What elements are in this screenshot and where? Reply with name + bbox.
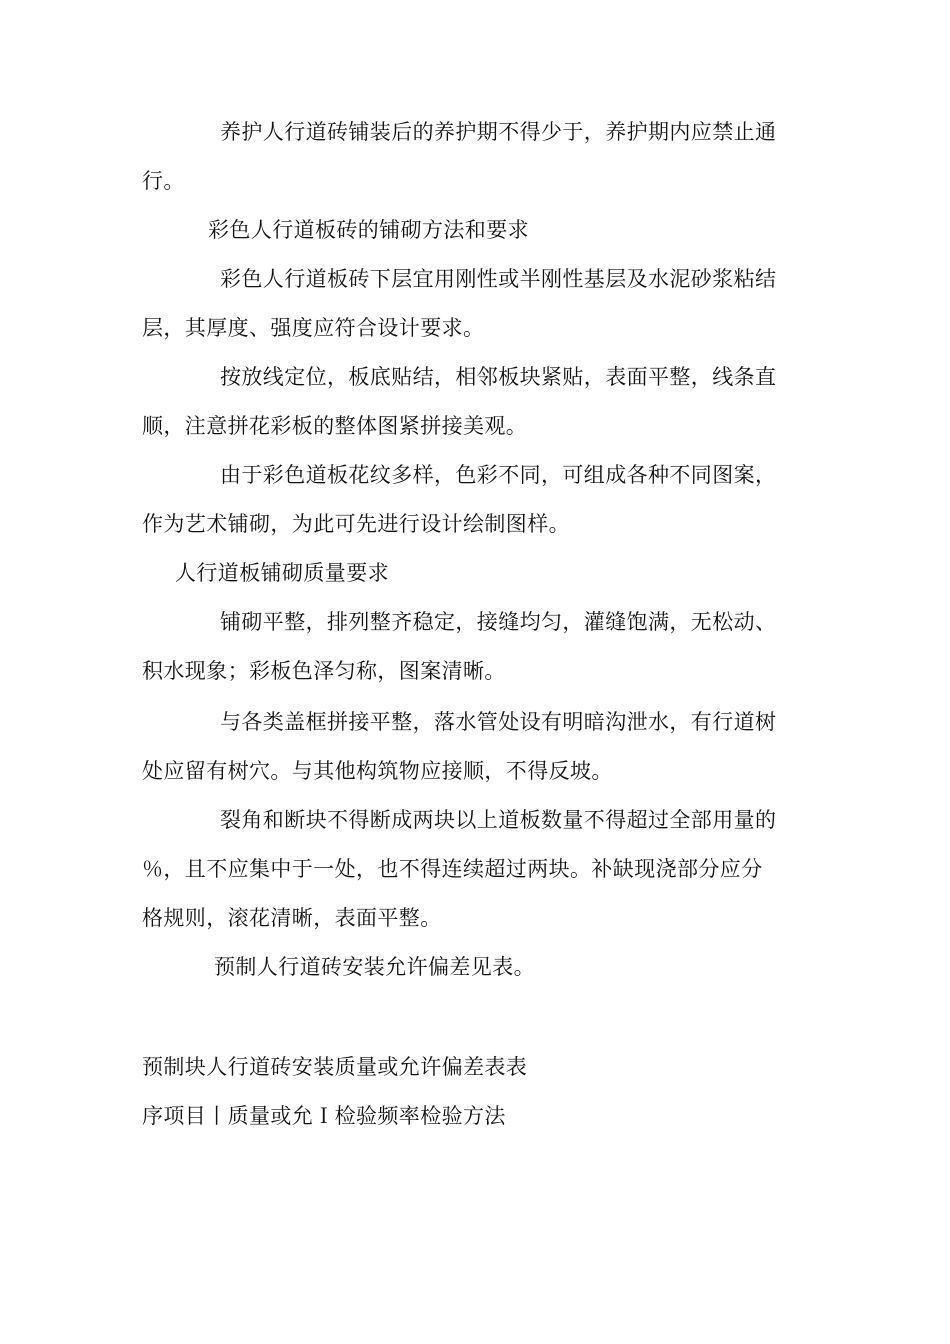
paragraph-line: 格规则，滚花清晰，表面平整。 (142, 906, 442, 930)
paragraph-line: 彩色人行道板砖下层宜用刚性或半刚性基层及水泥砂浆粘结 (220, 267, 777, 291)
table-header-row: 序项目丨质量或允Ｉ检验频率检验方法 (142, 1104, 506, 1128)
table-title: 预制块人行道砖安装质量或允许偏差表表 (142, 1055, 528, 1079)
paragraph-line: 行。 (142, 169, 185, 193)
paragraph-line: 处应留有树穴。与其他构筑物应接顺，不得反坡。 (142, 759, 613, 783)
paragraph-line: 顺，注意拼花彩板的整体图紧拼接美观。 (142, 414, 528, 438)
section-heading: 彩色人行道板砖的铺砌方法和要求 (208, 218, 529, 242)
paragraph-line: 养护人行道砖铺装后的养护期不得少于，养护期内应禁止通 (220, 120, 777, 144)
paragraph-line: 按放线定位，板底贴结，相邻板块紧贴，表面平整，线条直 (220, 365, 777, 389)
paragraph-line: 由于彩色道板花纹多样，色彩不同，可组成各种不同图案， (220, 463, 777, 487)
paragraph-line: 积水现象；彩板色泽匀称，图案清晰。 (142, 659, 506, 683)
paragraph-line: 层，其厚度、强度应符合设计要求。 (142, 316, 485, 340)
section-heading: 人行道板铺砌质量要求 (175, 561, 389, 585)
paragraph-line: 作为艺术铺砌，为此可先进行设计绘制图样。 (142, 512, 570, 536)
paragraph-line: 铺砌平整，排列整齐稳定，接缝均匀，灌缝饱满，无松动、 (220, 610, 777, 634)
paragraph-line: ％，且不应集中于一处，也不得连续超过两块。补缺现浇部分应分 (142, 857, 763, 881)
paragraph-line: 裂角和断块不得断成两块以上道板数量不得超过全部用量的 (220, 808, 777, 832)
paragraph-line: 与各类盖框拼接平整，落水管处设有明暗沟泄水，有行道树 (220, 710, 777, 734)
paragraph-line: 预制人行道砖安装允许偏差见表。 (214, 955, 535, 979)
